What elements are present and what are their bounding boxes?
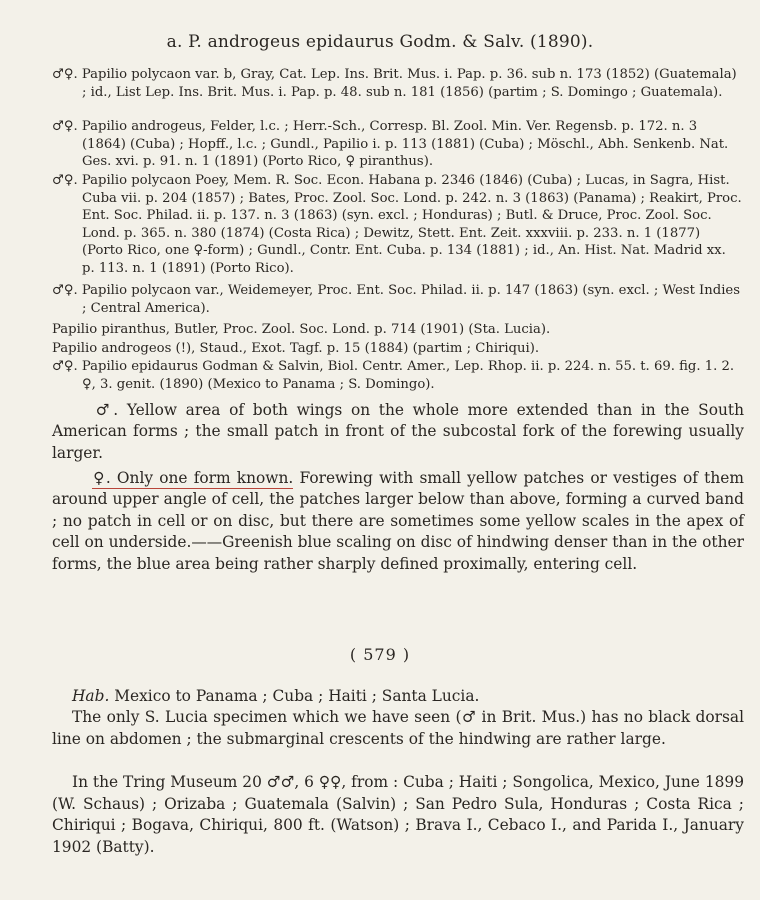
- male-description: [52, 400, 744, 464]
- synonymy-text: Papilio polycaon Poey, Mem. R. Soc. Econ. Habana p. 2346 (1846) (Cuba) ; Lucas, in Sagra, Hist. Cuba vii. p. 204 (1857) ; Bates, Proc. Zool. Soc. Lond. p. 242. n. 3 (1863) (Panama) ; Reakirt, Proc. Ent. Soc. Philad. ii. p. 137. n. 3 (1863) (syn. excl. ; Honduras) ; Butl. & Druce, Proc. Zool. Soc. Lond. p. 365. n. 380 (1874) (Costa Rica) ; Dewitz, Stett. Ent. Zeit. xxxviii. p. 233. n. 1 (1877) (Porto Rico, one ♀-form) ; Gundl., Contr. Ent. Cuba. p. 134 (1881) ; id., An. Hist. Nat. Madrid xx. p. 113. n. 1 (1891) (Porto Rico).: [81, 173, 742, 276]
- synonymy-text: Papilio polycaon var., Weidemeyer, Proc. Ent. Soc. Philad. ii. p. 147 (1863) (syn. excl. ; West Indies ; Central America).: [81, 283, 740, 316]
- sex-symbol: ♂♀.: [52, 119, 78, 134]
- habitat-paragraph: [52, 686, 744, 708]
- page-number: ( 579 ): [349, 645, 411, 664]
- synonymy-entry-7: [52, 358, 742, 393]
- sex-symbol: ♂♀.: [52, 67, 78, 82]
- synonymy-entry-2: [52, 118, 742, 171]
- sex-symbol: ♂♀.: [52, 173, 78, 188]
- female-description: [52, 468, 744, 575]
- male-description-text: ♂. Yellow area of both wings on the whole more extended than in the South American forms ; the small patch in front of the subcostal fork of the forewing usually larger.: [52, 401, 744, 462]
- synonymy-text: Papilio polycaon var. b, Gray, Cat. Lep. Ins. Brit. Mus. i. Pap. p. 36. sub n. 173 (1852) (Guatemala) ; id., List Lep. Ins. Brit. Mus. i. Pap. p. 48. sub n. 181 (1856) (partim ; S. Domingo ; Guatemala).: [81, 67, 737, 100]
- lucia-text: The only S. Lucia specimen which we have seen (♂ in Brit. Mus.) has no black dorsal line on abdomen ; the submarginal crescents of the hindwing are rather large.: [52, 708, 744, 748]
- synonymy-entry-4: [52, 282, 742, 317]
- synonymy-entry-3: [52, 172, 742, 278]
- synonymy-text: Papilio piranthus, Butler, Proc. Zool. Soc. Lond. p. 714 (1901) (Sta. Lucia).: [52, 322, 551, 337]
- synonymy-entry-1: [52, 66, 742, 101]
- habitat-text: Mexico to Panama ; Cuba ; Haiti ; Santa Lucia.: [114, 687, 480, 705]
- lucia-paragraph: [52, 707, 744, 750]
- sex-symbol: ♂♀.: [52, 283, 78, 298]
- habitat-label: Hab.: [72, 687, 110, 705]
- subspecies-heading: a. P. androgeus epidaurus Godm. & Salv. (1890).: [166, 32, 594, 52]
- synonymy-text: Papilio androgeus, Felder, l.c. ; Herr.-Sch., Corresp. Bl. Zool. Min. Ver. Regensb. p. 172. n. 3 (1864) (Cuba) ; Hopff., l.c. ; Gundl., Papilio i. p. 113 (1881) (Cuba) ; Möschl., Abh. Senkenb. Nat. Ges. xvi. p. 91. n. 1 (1891) (Porto Rico, ♀ piranthus).: [81, 119, 729, 170]
- underlined-phrase: ♀. Only one form known.: [92, 469, 294, 487]
- synonymy-entry-5: [52, 321, 742, 339]
- synonymy-text: Papilio androgeos (!), Staud., Exot. Tagf. p. 15 (1884) (partim ; Chiriqui).: [52, 341, 540, 356]
- female-description-text: Forewing with small yellow patches or vestiges of them around upper angle of cell, the patches larger below than above, forming a curved band ; no patch in cell or on disc, but there are sometimes some yellow scales in the apex of cell on underside.——Greenish blue scaling on disc of hindwing denser than in the other forms, the blue area being rather sharply defined proximally, entering cell.: [52, 469, 744, 573]
- tring-paragraph: [52, 772, 744, 858]
- tring-text: In the Tring Museum 20 ♂♂, 6 ♀♀, from : Cuba ; Haiti ; Songolica, Mexico, June 1899 (W. Schaus) ; Orizaba ; Guatemala (Salvin) ; San Pedro Sula, Honduras ; Costa Rica ; Chiriqui ; Bogava, Chiriqui, 800 ft. (Watson) ; Brava I., Cebaco I., and Parida I., January 1902 (Batty).: [52, 773, 744, 856]
- synonymy-text: Papilio epidaurus Godman & Salvin, Biol. Centr. Amer., Lep. Rhop. ii. p. 224. n. 55. t. 69. fig. 1. 2. ♀, 3. genit. (1890) (Mexico to Panama ; S. Domingo).: [81, 359, 735, 392]
- synonymy-entry-6: [52, 340, 742, 358]
- sex-symbol: ♂♀.: [52, 359, 78, 374]
